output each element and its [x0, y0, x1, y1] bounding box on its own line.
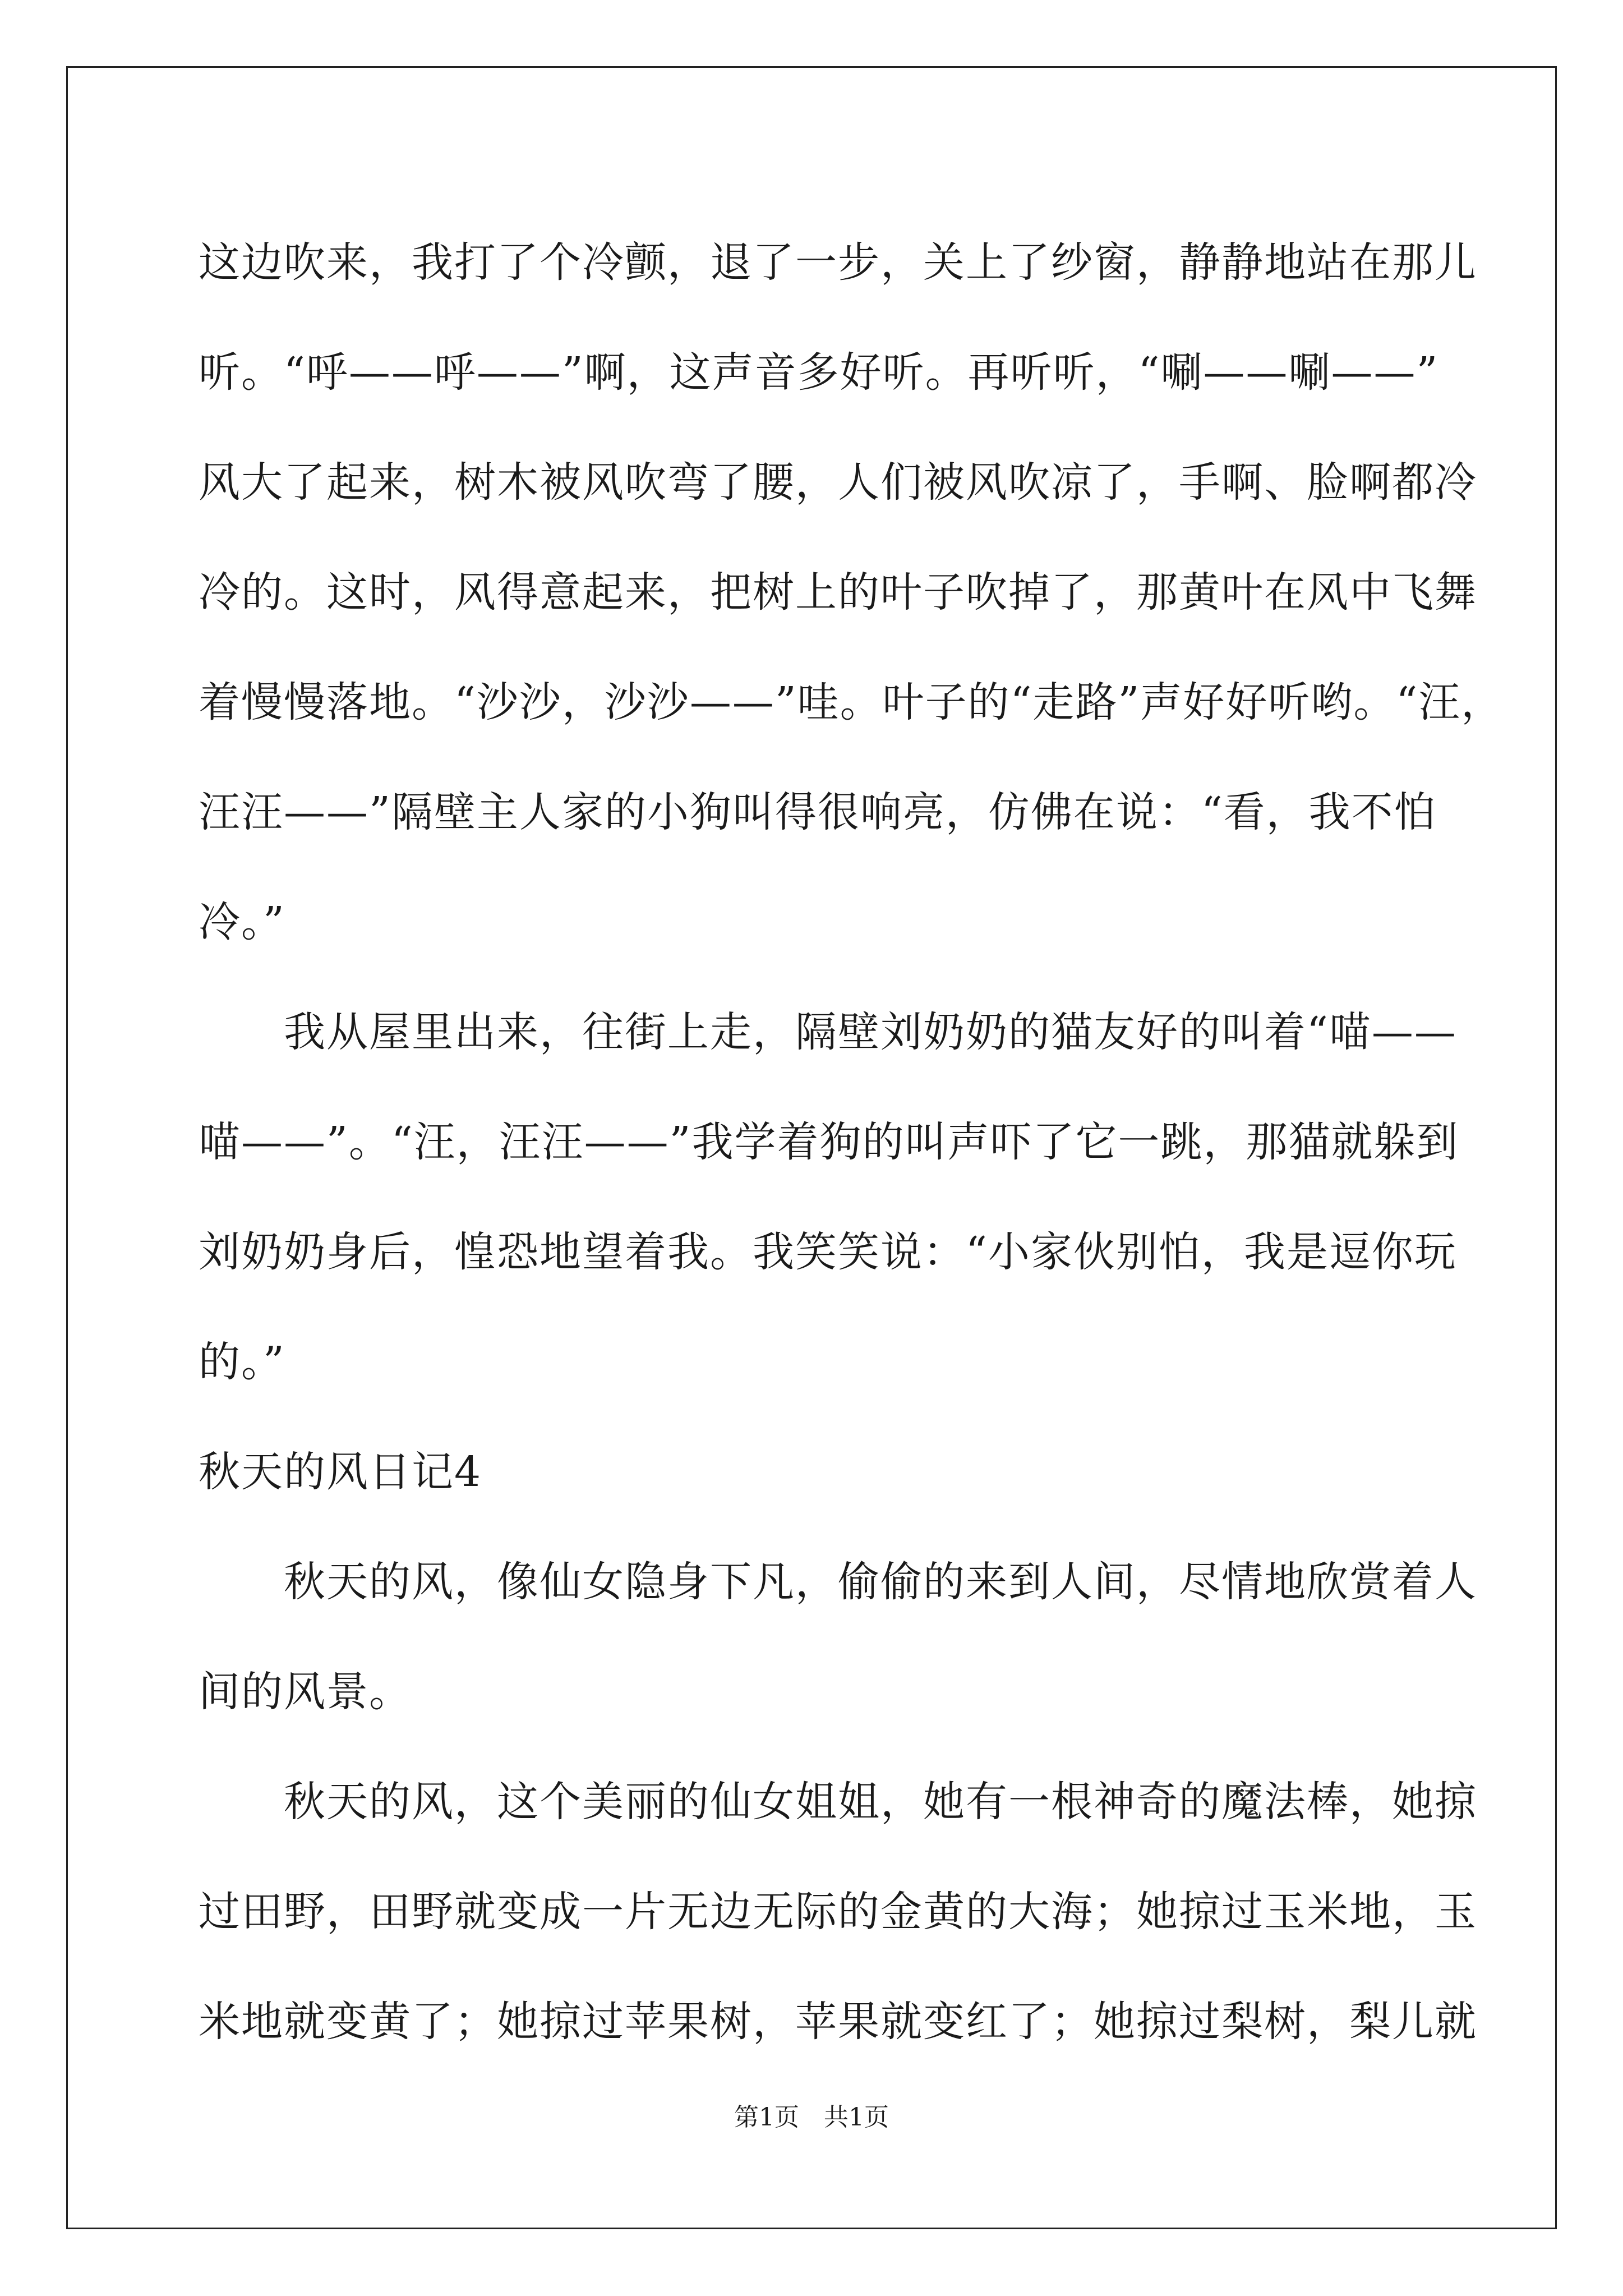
text-line-1: 这边吹来，我打了个冷颤，退了一步，关上了纱窗，静静地站在那儿 [199, 238, 1477, 287]
text-line-9: 喵——”。“汪，汪汪——”我学着狗的叫声吓了它一跳，那猫就躲到 [199, 1118, 1459, 1166]
page-number-footer: 第1页 共1页 [734, 2103, 889, 2132]
text-line-4: 冷的。这时，风得意起来，把树上的叶子吹掉了，那黄叶在风中飞舞 [199, 568, 1477, 616]
document-body [199, 208, 1504, 2077]
text-line-14: 间的风景。 [199, 1668, 412, 1716]
text-line-7: 冷。” [199, 898, 285, 946]
text-line-8: 我从屋里出来，往街上走，隔壁刘奶奶的猫友好的叫着“喵—— [199, 1008, 1457, 1056]
text-line-3: 风大了起来，树木被风吹弯了腰，人们被风吹凉了，手啊、脸啊都冷 [199, 458, 1477, 507]
text-line-17: 米地就变黄了；她掠过苹果树，苹果就变红了；她掠过梨树，梨儿就 [199, 1998, 1477, 2046]
text-line-10: 刘奶奶身后，惶恐地望着我。我笑笑说：“小家伙别怕，我是逗你玩 [199, 1228, 1457, 1276]
text-line-16: 过田野，田野就变成一片无边无际的金黄的大海；她掠过玉米地，玉 [199, 1888, 1477, 1936]
text-line-11: 的。” [199, 1338, 285, 1386]
text-line-15: 秋天的风，这个美丽的仙女姐姐，她有一根神奇的魔法棒，她掠 [199, 1778, 1477, 1826]
text-line-6: 汪汪——”隔壁主人家的小狗叫得很响亮，仿佛在说：“看，我不怕 [199, 788, 1437, 836]
section-heading: 秋天的风日记4 [199, 1448, 482, 1496]
text-line-5: 着慢慢落地。“沙沙，沙沙——”哇。叶子的“走路”声好好听哟。“汪， [199, 678, 1504, 726]
text-line-2: 听。“呼——呼——”啊，这声音多好听。再听听，“唰——唰——” [199, 348, 1439, 397]
text-line-13: 秋天的风，像仙女隐身下凡，偷偷的来到人间，尽情地欣赏着人 [199, 1558, 1477, 1606]
